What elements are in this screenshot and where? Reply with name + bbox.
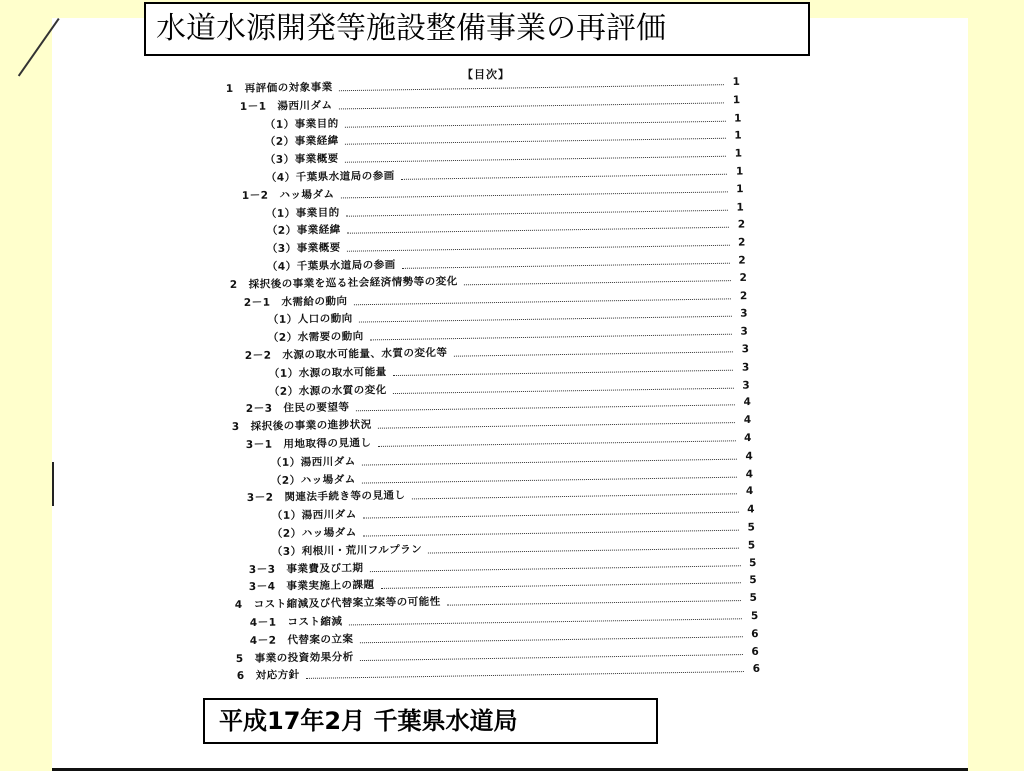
toc-entry-page-number: 6 bbox=[751, 627, 759, 640]
toc-entry-page-number: 3 bbox=[740, 325, 749, 338]
toc-entry-label: （2）事業経緯 bbox=[266, 224, 341, 238]
toc-entry-page-number: 2 bbox=[738, 254, 746, 267]
toc-entry-label: 3－2 関連法手続き等の見通し bbox=[247, 489, 406, 505]
footer-date-publisher: 平成17年2月 千葉県水道局 bbox=[203, 698, 658, 744]
toc-entry-page-number: 4 bbox=[743, 414, 752, 427]
toc-dot-leader bbox=[393, 370, 734, 376]
toc-entry-page-number: 5 bbox=[750, 610, 758, 623]
toc-entry-page-number: 3 bbox=[742, 361, 750, 374]
slide-title: 水道水源開発等施設整備事業の再評価 bbox=[144, 2, 810, 56]
toc-entry-page-number: 5 bbox=[748, 556, 757, 569]
toc-entry-page-number: 6 bbox=[751, 645, 760, 658]
toc-entry-label: 1 再評価の対象事業 bbox=[225, 81, 333, 96]
toc-entry-page-number: 4 bbox=[744, 432, 752, 445]
toc-entry-page-number: 1 bbox=[732, 75, 740, 89]
toc-entry-label: 2－3 住民の要望等 bbox=[245, 401, 350, 416]
toc-dot-leader bbox=[463, 280, 730, 285]
toc-heading: 【目次】 bbox=[462, 68, 510, 81]
toc-dot-leader bbox=[339, 102, 725, 109]
toc-entry-label: 4 コスト縮減及び代替案立案等の可能性 bbox=[235, 595, 442, 612]
toc-entry-label: 2－2 水源の取水可能量、水質の変化等 bbox=[244, 346, 448, 363]
toc-entry-label: 3－1 用地取得の見通し bbox=[246, 437, 372, 452]
toc-entry-page-number: 3 bbox=[740, 307, 748, 320]
toc-entry-label: 5 事業の投資効果分析 bbox=[236, 650, 355, 665]
toc-dot-leader bbox=[378, 440, 736, 447]
toc-dot-leader bbox=[453, 351, 733, 356]
toc-dot-leader bbox=[412, 494, 738, 500]
toc-entry-label: （1）水源の取水可能量 bbox=[268, 365, 387, 380]
toc-entry-label: （1）人口の動向 bbox=[267, 313, 353, 327]
toc-entry-page-number: 1 bbox=[734, 129, 742, 143]
toc-entry-label: （2）水源の水質の変化 bbox=[269, 383, 388, 398]
toc-dot-leader bbox=[363, 530, 739, 537]
toc-entry-page-number: 1 bbox=[734, 147, 743, 160]
toc-entry-label: 6 対応方針 bbox=[236, 669, 300, 683]
toc-entry-label: （2）ハッ場ダム bbox=[271, 526, 357, 541]
toc-entry-page-number: 5 bbox=[749, 591, 758, 605]
toc-dot-leader bbox=[361, 458, 736, 465]
toc-entry-page-number: 4 bbox=[746, 485, 754, 498]
toc-dot-leader bbox=[447, 600, 741, 606]
toc-entry-page-number: 5 bbox=[748, 539, 756, 552]
toc-entry-label: 3－4 事業実施上の課題 bbox=[248, 579, 375, 594]
toc-entry-page-number: 1 bbox=[735, 165, 743, 178]
toc-entry-page-number: 1 bbox=[736, 201, 745, 214]
toc-entry-label: 4－2 代替案の立案 bbox=[249, 633, 354, 647]
toc-dot-leader bbox=[429, 547, 740, 553]
toc-entry-page-number: 4 bbox=[746, 503, 755, 516]
toc-entry-page-number: 2 bbox=[739, 289, 748, 302]
toc-entry-page-number: 4 bbox=[745, 450, 753, 463]
toc-entry-label: 2－1 水需給の動向 bbox=[243, 294, 348, 309]
toc-dot-leader bbox=[340, 191, 727, 198]
toc-entry-page-number: 2 bbox=[739, 271, 747, 284]
toc-entry-label: 4－1 コスト縮減 bbox=[249, 615, 343, 630]
toc-entry-label: 1－1 湯西川ダム bbox=[240, 99, 333, 113]
toc-entry-page-number: 3 bbox=[741, 343, 749, 356]
toc-entry-label: （4）千葉県水道局の参画 bbox=[266, 258, 396, 274]
toc-entry-label: 1－2 ハッ場ダム bbox=[241, 188, 335, 202]
toc-entry-page-number: 4 bbox=[743, 396, 751, 409]
toc-entry-page-number: 5 bbox=[749, 574, 757, 587]
toc-entry-label: （3）事業概要 bbox=[266, 242, 341, 256]
toc-entry-page-number: 1 bbox=[733, 112, 742, 125]
toc-entry-page-number: 3 bbox=[742, 379, 751, 392]
toc-entry-page-number: 2 bbox=[737, 236, 746, 249]
toc-entry-page-number: 4 bbox=[745, 468, 754, 481]
toc-dot-leader bbox=[305, 671, 743, 679]
toc-entry-label: （2）ハッ場ダム bbox=[270, 473, 356, 487]
toc-dot-leader bbox=[378, 422, 735, 429]
toc-entry-label: （3）事業概要 bbox=[265, 153, 340, 167]
toc-entry-label: （1）湯西川ダム bbox=[271, 508, 357, 523]
toc-dot-leader bbox=[339, 84, 724, 91]
toc-entry-page-number: 2 bbox=[737, 218, 745, 231]
toc-entry-page-number: 5 bbox=[747, 521, 755, 534]
toc-entry-label: 3－3 事業費及び工期 bbox=[248, 561, 364, 576]
toc-entry-label: 3 採択後の事業の進捗状況 bbox=[231, 418, 372, 434]
toc-entry-label: 2 採択後の事業を巡る社会経済情勢等の変化 bbox=[229, 275, 458, 291]
toc-entry-page-number: 1 bbox=[733, 93, 741, 107]
toc-dot-leader bbox=[400, 174, 727, 180]
toc-entry-label: （4）千葉県水道局の参画 bbox=[265, 169, 395, 185]
toc-entry-label: （1）湯西川ダム bbox=[270, 455, 356, 469]
toc-entry-page-number: 6 bbox=[752, 663, 760, 676]
toc-entry-label: （1）事業目的 bbox=[266, 206, 341, 220]
toc-entry-label: （1）事業目的 bbox=[264, 117, 339, 131]
toc-entry-label: （2）事業経緯 bbox=[264, 135, 339, 149]
toc-entry-page-number: 1 bbox=[736, 182, 744, 196]
toc-entry-label: （2）水需要の動向 bbox=[268, 330, 365, 345]
toc-entry-label: （3）利根川・荒川フルプラン bbox=[272, 543, 423, 558]
